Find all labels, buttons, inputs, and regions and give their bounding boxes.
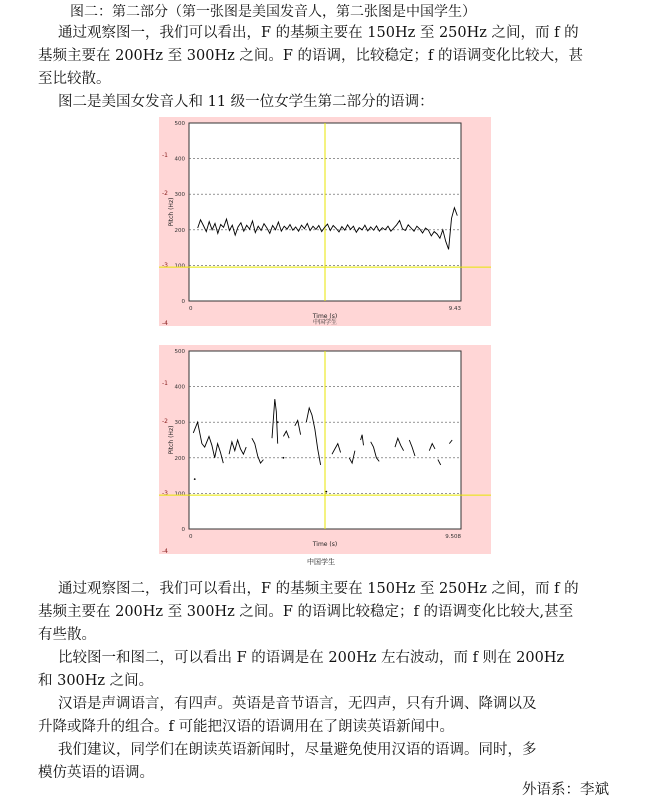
y-axis-label: Pitch (Hz) (168, 197, 175, 227)
paragraph-2: 图二是美国女发音人和 11 级一位女学生第二部分的语调： (58, 94, 434, 110)
chart-2-caption: 中国学生 (307, 558, 335, 566)
pitch-chart-2-svg (159, 345, 491, 554)
x-tick-label: 9.43 (448, 306, 461, 312)
side-label: -2 (162, 418, 168, 425)
pitch-chart-1-svg (159, 117, 491, 326)
y-tick-label: 300 (174, 420, 185, 427)
y-tick-label: 200 (174, 455, 185, 462)
signature: 外语系：李斌 (522, 782, 609, 798)
x-tick-label: 0 (189, 306, 193, 312)
y-tick-label: 500 (174, 121, 185, 127)
paragraph-3-line-2: 基频主要在 200Hz 至 300Hz 之间。F 的语调比较稳定；f 的语调变化比较大,甚至 (38, 604, 574, 620)
y-tick-label: 100 (174, 263, 185, 270)
x-tick-label: 9.508 (445, 534, 461, 540)
paragraph-4-line-1: 比较图一和图二，可以看出 F 的语调是在 200Hz 左右波动，而 f 则在 200Hz (58, 650, 565, 666)
side-label: -3 (162, 490, 168, 497)
paragraph-3-line-3: 有些散。 (38, 627, 96, 643)
paragraph-6-line-1: 我们建议，同学们在朗读英语新闻时，尽量避免使用汉语的语调。同时，多 (58, 742, 537, 758)
paragraph-6-line-2: 模仿英语的语调。 (38, 765, 154, 781)
side-label: -3 (162, 262, 168, 269)
side-label: -4 (162, 320, 168, 326)
y-tick-label: 500 (174, 349, 185, 355)
side-label: -2 (162, 190, 168, 197)
y-tick-label: 400 (174, 384, 185, 391)
side-label: -4 (162, 548, 168, 554)
paragraph-5-line-2: 升降或降升的组合。f 可能把汉语的语调用在了朗读英语新闻中。 (38, 719, 454, 735)
paragraph-3-line-1: 通过观察图二，我们可以看出，F 的基频主要在 150Hz 至 250Hz 之间，而 f 的 (58, 581, 579, 597)
y-tick-label: 200 (174, 227, 185, 234)
y-tick-label: 0 (181, 527, 185, 533)
pitch-point (325, 491, 327, 493)
paragraph-1-line-2: 基频主要在 200Hz 至 300Hz 之间。F 的语调，比较稳定；f 的语调变化比较大，甚 (38, 48, 584, 64)
y-tick-label: 0 (181, 299, 185, 305)
paragraph-5-line-1: 汉语是声调语言，有四声。英语是音节语言，无四声，只有升调、降调以及 (58, 696, 537, 712)
pitch-point (194, 478, 196, 480)
x-tick-label: 0 (189, 534, 193, 540)
paragraph-4-line-2: 和 300Hz 之间。 (38, 673, 154, 689)
paragraph-1-line-1: 通过观察图一，我们可以看出，F 的基频主要在 150Hz 至 250Hz 之间，而 f 的 (58, 25, 579, 41)
pitch-chart-2 (159, 345, 491, 554)
y-tick-label: 100 (174, 491, 185, 498)
side-label: -1 (162, 152, 168, 159)
y-tick-label: 400 (174, 156, 185, 163)
pitch-chart-1 (159, 117, 491, 326)
side-label: -1 (162, 380, 168, 387)
pitch-point (283, 457, 285, 459)
pitch-point (277, 421, 279, 423)
figure-heading: 图二：第二部分（第一张图是美国发音人，第二张图是中国学生） (70, 4, 476, 20)
x-axis-label: Time (s) (312, 541, 338, 548)
x-axis-label: Time (s) (312, 313, 338, 320)
chart-caption: 中国学生 (312, 319, 338, 326)
paragraph-1-line-3: 至比较散。 (38, 71, 111, 87)
y-axis-label: Pitch (Hz) (168, 425, 175, 455)
y-tick-label: 300 (174, 192, 185, 199)
